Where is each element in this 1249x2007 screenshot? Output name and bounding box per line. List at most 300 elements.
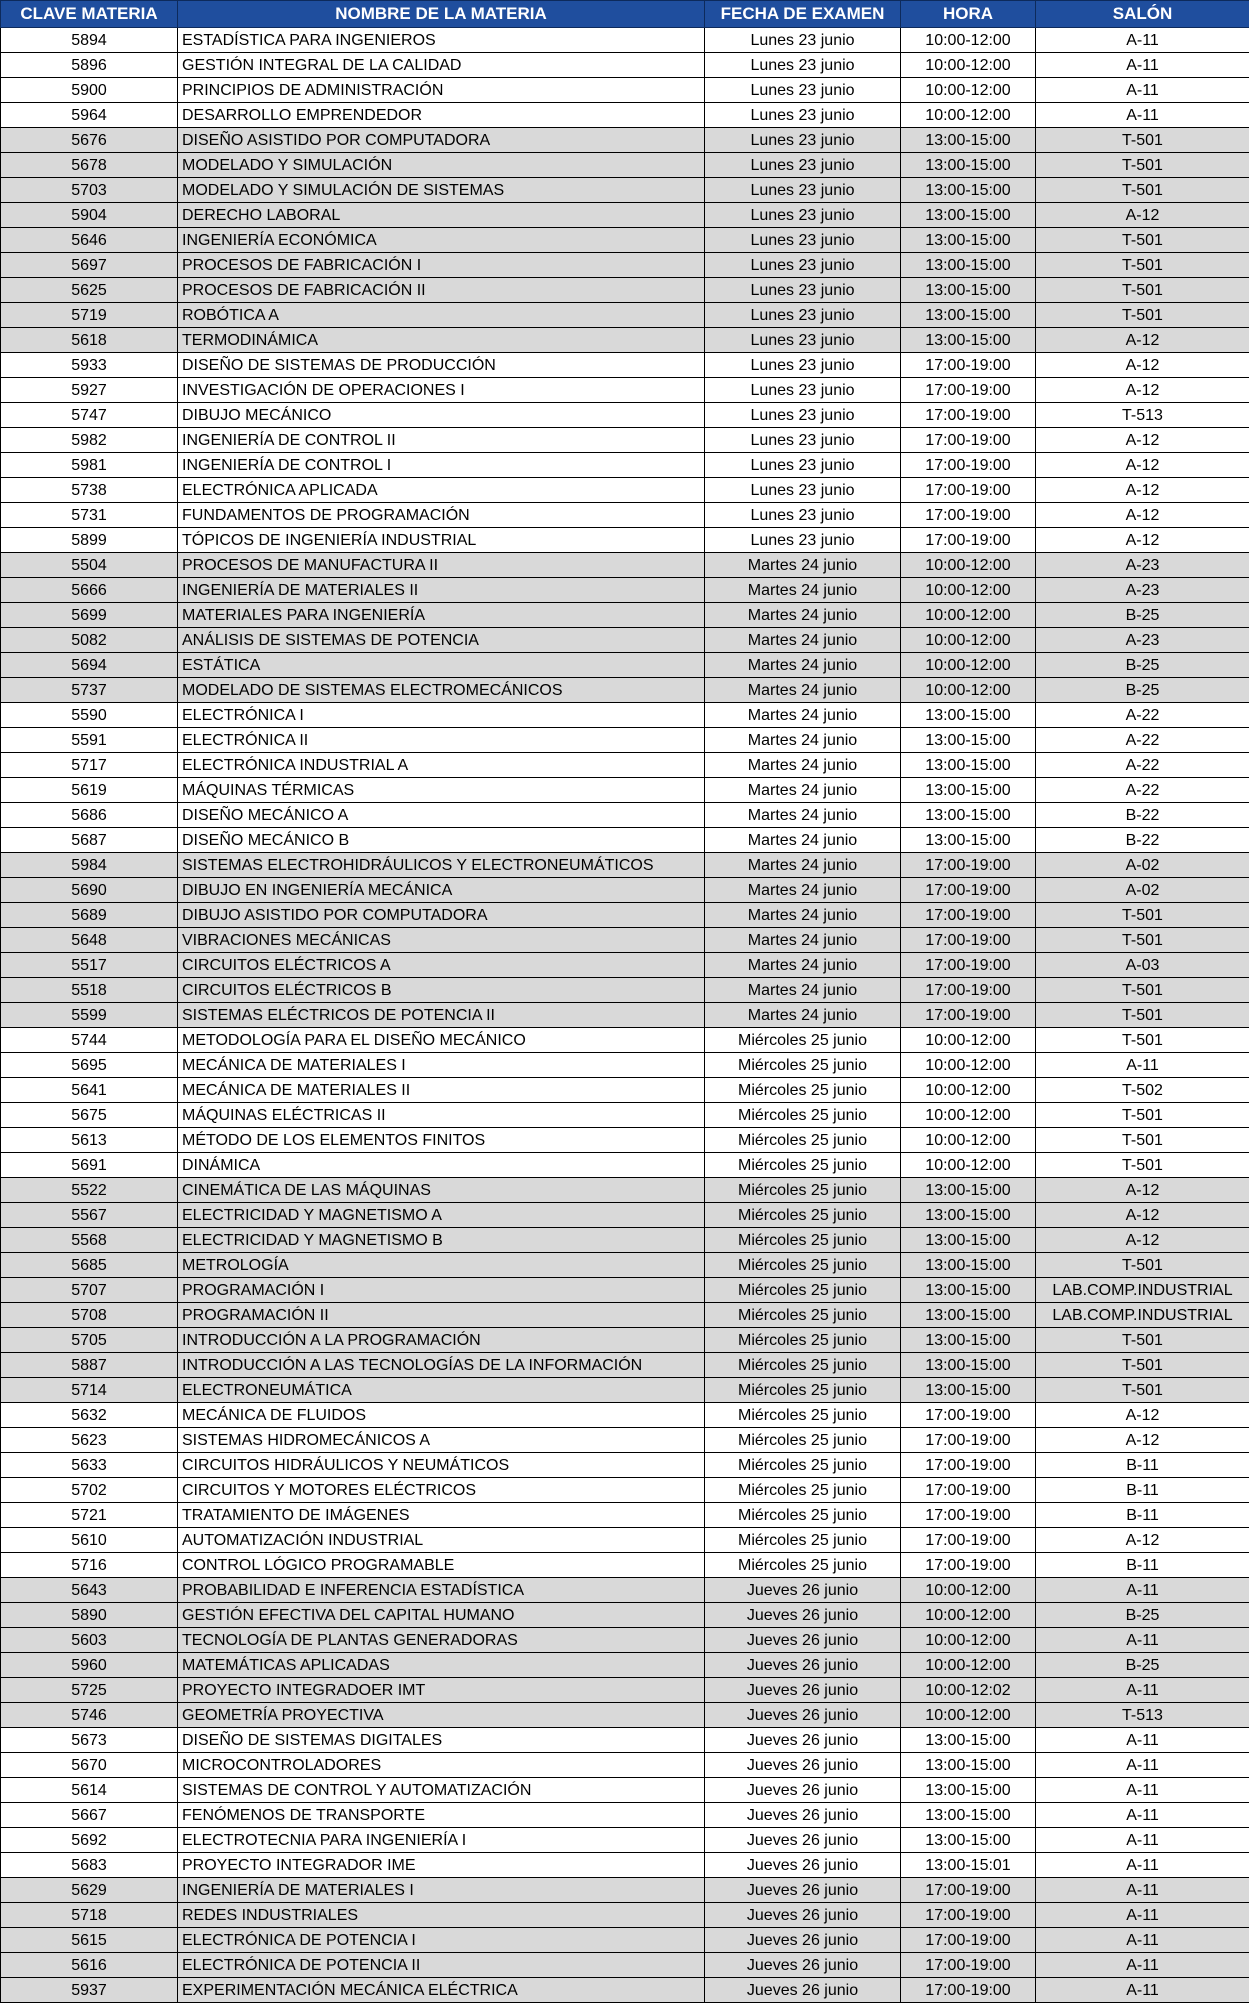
- cell-salon: A-11: [1036, 1828, 1249, 1853]
- cell-hora: 17:00-19:00: [901, 1003, 1036, 1028]
- cell-nombre: ELECTROTECNIA PARA INGENIERÍA I: [178, 1828, 705, 1853]
- cell-nombre: INTRODUCCIÓN A LA PROGRAMACIÓN: [178, 1328, 705, 1353]
- table-row: [1, 1353, 1249, 1378]
- cell-fecha: Miércoles 25 junio: [705, 1328, 901, 1353]
- cell-nombre: ELECTRÓNICA II: [178, 728, 705, 753]
- table-row: [1, 353, 1249, 378]
- table-row: [1, 1628, 1249, 1653]
- cell-salon: B-22: [1036, 803, 1249, 828]
- cell-salon: A-11: [1036, 1928, 1249, 1953]
- cell-fecha: Martes 24 junio: [705, 578, 901, 603]
- cell-fecha: Miércoles 25 junio: [705, 1128, 901, 1153]
- cell-nombre: MECÁNICA DE MATERIALES I: [178, 1053, 705, 1078]
- cell-nombre: GEOMETRÍA PROYECTIVA: [178, 1703, 705, 1728]
- table-row: [1, 503, 1249, 528]
- cell-clave: 5738: [1, 478, 178, 503]
- cell-clave: 5643: [1, 1578, 178, 1603]
- cell-clave: 5082: [1, 628, 178, 653]
- cell-clave: 5618: [1, 328, 178, 353]
- table-row: [1, 28, 1249, 53]
- table-row: [1, 853, 1249, 878]
- cell-nombre: MÉTODO DE LOS ELEMENTOS FINITOS: [178, 1128, 705, 1153]
- cell-nombre: CINEMÁTICA DE LAS MÁQUINAS: [178, 1178, 705, 1203]
- cell-hora: 17:00-19:00: [901, 903, 1036, 928]
- cell-nombre: INVESTIGACIÓN DE OPERACIONES I: [178, 378, 705, 403]
- cell-clave: 5613: [1, 1128, 178, 1153]
- cell-fecha: Lunes 23 junio: [705, 228, 901, 253]
- cell-fecha: Martes 24 junio: [705, 603, 901, 628]
- cell-hora: 13:00-15:00: [901, 1203, 1036, 1228]
- cell-fecha: Martes 24 junio: [705, 778, 901, 803]
- table-row: [1, 328, 1249, 353]
- cell-salon: B-11: [1036, 1478, 1249, 1503]
- cell-hora: 13:00-15:00: [901, 1778, 1036, 1803]
- cell-nombre: FENÓMENOS DE TRANSPORTE: [178, 1803, 705, 1828]
- table-row: [1, 1853, 1249, 1878]
- cell-salon: T-513: [1036, 1703, 1249, 1728]
- cell-fecha: Lunes 23 junio: [705, 178, 901, 203]
- cell-nombre: INGENIERÍA DE CONTROL I: [178, 453, 705, 478]
- cell-hora: 10:00-12:00: [901, 1578, 1036, 1603]
- cell-fecha: Martes 24 junio: [705, 928, 901, 953]
- cell-fecha: Martes 24 junio: [705, 653, 901, 678]
- header-row: [1, 1, 1249, 28]
- cell-salon: T-501: [1036, 1003, 1249, 1028]
- cell-salon: A-12: [1036, 1203, 1249, 1228]
- cell-nombre: TECNOLOGÍA DE PLANTAS GENERADORAS: [178, 1628, 705, 1653]
- cell-nombre: CIRCUITOS Y MOTORES ELÉCTRICOS: [178, 1478, 705, 1503]
- table-row: [1, 1603, 1249, 1628]
- cell-clave: 5504: [1, 553, 178, 578]
- cell-nombre: EXPERIMENTACIÓN MECÁNICA ELÉCTRICA: [178, 1978, 705, 2003]
- cell-nombre: ELECTRÓNICA APLICADA: [178, 478, 705, 503]
- cell-hora: 13:00-15:00: [901, 1828, 1036, 1853]
- cell-nombre: MÁQUINAS TÉRMICAS: [178, 778, 705, 803]
- cell-clave: 5707: [1, 1278, 178, 1303]
- cell-hora: 17:00-19:00: [901, 1553, 1036, 1578]
- table-row: [1, 78, 1249, 103]
- cell-hora: 13:00-15:00: [901, 278, 1036, 303]
- cell-hora: 10:00-12:00: [901, 1028, 1036, 1053]
- cell-fecha: Martes 24 junio: [705, 903, 901, 928]
- cell-nombre: ELECTRICIDAD Y MAGNETISMO A: [178, 1203, 705, 1228]
- cell-fecha: Lunes 23 junio: [705, 128, 901, 153]
- cell-clave: 5695: [1, 1053, 178, 1078]
- cell-fecha: Miércoles 25 junio: [705, 1353, 901, 1378]
- table-row: [1, 1403, 1249, 1428]
- cell-salon: A-12: [1036, 478, 1249, 503]
- cell-salon: A-11: [1036, 53, 1249, 78]
- cell-fecha: Miércoles 25 junio: [705, 1178, 901, 1203]
- cell-nombre: PROBABILIDAD E INFERENCIA ESTADÍSTICA: [178, 1578, 705, 1603]
- cell-hora: 10:00-12:00: [901, 1128, 1036, 1153]
- cell-salon: T-501: [1036, 303, 1249, 328]
- table-row: [1, 778, 1249, 803]
- cell-salon: T-501: [1036, 1028, 1249, 1053]
- cell-fecha: Lunes 23 junio: [705, 78, 901, 103]
- cell-clave: 5890: [1, 1603, 178, 1628]
- cell-fecha: Miércoles 25 junio: [705, 1028, 901, 1053]
- cell-nombre: ANÁLISIS DE SISTEMAS DE POTENCIA: [178, 628, 705, 653]
- cell-fecha: Lunes 23 junio: [705, 103, 901, 128]
- cell-salon: B-11: [1036, 1503, 1249, 1528]
- cell-clave: 5678: [1, 153, 178, 178]
- cell-fecha: Miércoles 25 junio: [705, 1278, 901, 1303]
- cell-salon: A-12: [1036, 353, 1249, 378]
- table-row: [1, 1878, 1249, 1903]
- table-row: [1, 1528, 1249, 1553]
- table-row: [1, 1478, 1249, 1503]
- table-row: [1, 1203, 1249, 1228]
- cell-fecha: Jueves 26 junio: [705, 1703, 901, 1728]
- cell-salon: A-12: [1036, 1403, 1249, 1428]
- cell-nombre: GESTIÓN INTEGRAL DE LA CALIDAD: [178, 53, 705, 78]
- cell-hora: 10:00-12:00: [901, 603, 1036, 628]
- cell-hora: 13:00-15:00: [901, 1228, 1036, 1253]
- cell-fecha: Martes 24 junio: [705, 978, 901, 1003]
- cell-clave: 5737: [1, 678, 178, 703]
- cell-nombre: TÓPICOS DE INGENIERÍA INDUSTRIAL: [178, 528, 705, 553]
- table-row: [1, 1078, 1249, 1103]
- cell-nombre: TRATAMIENTO DE IMÁGENES: [178, 1503, 705, 1528]
- cell-fecha: Lunes 23 junio: [705, 53, 901, 78]
- table-row: [1, 1778, 1249, 1803]
- cell-salon: A-11: [1036, 1778, 1249, 1803]
- cell-nombre: DIBUJO EN INGENIERÍA MECÁNICA: [178, 878, 705, 903]
- table-row: [1, 1253, 1249, 1278]
- cell-clave: 5610: [1, 1528, 178, 1553]
- cell-clave: 5699: [1, 603, 178, 628]
- cell-nombre: REDES INDUSTRIALES: [178, 1903, 705, 1928]
- cell-clave: 5692: [1, 1828, 178, 1853]
- cell-clave: 5641: [1, 1078, 178, 1103]
- cell-salon: T-502: [1036, 1078, 1249, 1103]
- cell-salon: T-501: [1036, 1103, 1249, 1128]
- cell-clave: 5646: [1, 228, 178, 253]
- table-row: [1, 578, 1249, 603]
- cell-clave: 5705: [1, 1328, 178, 1353]
- cell-hora: 10:00-12:02: [901, 1678, 1036, 1703]
- cell-nombre: ELECTRICIDAD Y MAGNETISMO B: [178, 1228, 705, 1253]
- cell-salon: A-03: [1036, 953, 1249, 978]
- cell-clave: 5691: [1, 1153, 178, 1178]
- cell-hora: 13:00-15:00: [901, 778, 1036, 803]
- cell-fecha: Miércoles 25 junio: [705, 1253, 901, 1278]
- cell-clave: 5615: [1, 1928, 178, 1953]
- cell-fecha: Lunes 23 junio: [705, 153, 901, 178]
- cell-hora: 10:00-12:00: [901, 653, 1036, 678]
- cell-hora: 13:00-15:00: [901, 1353, 1036, 1378]
- cell-fecha: Jueves 26 junio: [705, 1953, 901, 1978]
- cell-nombre: DISEÑO DE SISTEMAS DIGITALES: [178, 1728, 705, 1753]
- cell-hora: 17:00-19:00: [901, 403, 1036, 428]
- cell-fecha: Martes 24 junio: [705, 678, 901, 703]
- cell-fecha: Lunes 23 junio: [705, 203, 901, 228]
- cell-salon: LAB.COMP.INDUSTRIAL: [1036, 1278, 1249, 1303]
- cell-clave: 5716: [1, 1553, 178, 1578]
- table-row: [1, 828, 1249, 853]
- cell-salon: A-12: [1036, 503, 1249, 528]
- cell-salon: B-22: [1036, 828, 1249, 853]
- table-row: [1, 153, 1249, 178]
- cell-salon: B-25: [1036, 1603, 1249, 1628]
- cell-fecha: Lunes 23 junio: [705, 278, 901, 303]
- cell-salon: T-501: [1036, 253, 1249, 278]
- cell-nombre: INTRODUCCIÓN A LAS TECNOLOGÍAS DE LA INFORMACIÓN: [178, 1353, 705, 1378]
- cell-nombre: METODOLOGÍA PARA EL DISEÑO MECÁNICO: [178, 1028, 705, 1053]
- cell-fecha: Lunes 23 junio: [705, 478, 901, 503]
- table-row: [1, 1453, 1249, 1478]
- cell-nombre: DISEÑO ASISTIDO POR COMPUTADORA: [178, 128, 705, 153]
- cell-hora: 17:00-19:00: [901, 528, 1036, 553]
- cell-hora: 13:00-15:00: [901, 1803, 1036, 1828]
- table-row: [1, 1228, 1249, 1253]
- cell-nombre: PRINCIPIOS DE ADMINISTRACIÓN: [178, 78, 705, 103]
- cell-clave: 5731: [1, 503, 178, 528]
- cell-fecha: Miércoles 25 junio: [705, 1053, 901, 1078]
- cell-clave: 5623: [1, 1428, 178, 1453]
- table-row: [1, 1928, 1249, 1953]
- cell-hora: 17:00-19:00: [901, 1978, 1036, 2003]
- cell-salon: A-22: [1036, 728, 1249, 753]
- cell-salon: B-25: [1036, 1653, 1249, 1678]
- cell-fecha: Miércoles 25 junio: [705, 1303, 901, 1328]
- cell-nombre: PROCESOS DE MANUFACTURA II: [178, 553, 705, 578]
- cell-fecha: Jueves 26 junio: [705, 1603, 901, 1628]
- cell-clave: 5687: [1, 828, 178, 853]
- cell-salon: A-11: [1036, 1853, 1249, 1878]
- cell-clave: 5633: [1, 1453, 178, 1478]
- cell-clave: 5964: [1, 103, 178, 128]
- cell-fecha: Martes 24 junio: [705, 803, 901, 828]
- cell-fecha: Martes 24 junio: [705, 728, 901, 753]
- cell-fecha: Miércoles 25 junio: [705, 1428, 901, 1453]
- cell-hora: 13:00-15:01: [901, 1853, 1036, 1878]
- cell-hora: 10:00-12:00: [901, 1603, 1036, 1628]
- cell-salon: A-11: [1036, 1903, 1249, 1928]
- cell-salon: A-12: [1036, 1228, 1249, 1253]
- cell-hora: 13:00-15:00: [901, 1278, 1036, 1303]
- cell-clave: 5648: [1, 928, 178, 953]
- table-row: [1, 178, 1249, 203]
- cell-clave: 5708: [1, 1303, 178, 1328]
- cell-salon: B-11: [1036, 1453, 1249, 1478]
- cell-nombre: ELECTRÓNICA DE POTENCIA II: [178, 1953, 705, 1978]
- cell-fecha: Lunes 23 junio: [705, 503, 901, 528]
- cell-nombre: MODELADO Y SIMULACIÓN DE SISTEMAS: [178, 178, 705, 203]
- cell-salon: A-23: [1036, 553, 1249, 578]
- cell-hora: 17:00-19:00: [901, 478, 1036, 503]
- table-row: [1, 553, 1249, 578]
- cell-salon: A-23: [1036, 628, 1249, 653]
- table-row: [1, 253, 1249, 278]
- cell-hora: 10:00-12:00: [901, 578, 1036, 603]
- cell-nombre: CIRCUITOS ELÉCTRICOS A: [178, 953, 705, 978]
- cell-hora: 10:00-12:00: [901, 53, 1036, 78]
- cell-fecha: Martes 24 junio: [705, 628, 901, 653]
- cell-clave: 5702: [1, 1478, 178, 1503]
- cell-nombre: GESTIÓN EFECTIVA DEL CAPITAL HUMANO: [178, 1603, 705, 1628]
- cell-hora: 17:00-19:00: [901, 378, 1036, 403]
- cell-salon: T-501: [1036, 178, 1249, 203]
- cell-salon: T-501: [1036, 928, 1249, 953]
- table-row: [1, 928, 1249, 953]
- cell-nombre: MODELADO Y SIMULACIÓN: [178, 153, 705, 178]
- cell-clave: 5747: [1, 403, 178, 428]
- cell-nombre: MICROCONTROLADORES: [178, 1753, 705, 1778]
- cell-hora: 10:00-12:00: [901, 678, 1036, 703]
- cell-fecha: Miércoles 25 junio: [705, 1153, 901, 1178]
- cell-salon: A-11: [1036, 1878, 1249, 1903]
- cell-hora: 17:00-19:00: [901, 1428, 1036, 1453]
- cell-hora: 17:00-19:00: [901, 503, 1036, 528]
- cell-hora: 13:00-15:00: [901, 1253, 1036, 1278]
- table-row: [1, 303, 1249, 328]
- cell-clave: 5517: [1, 953, 178, 978]
- cell-clave: 5568: [1, 1228, 178, 1253]
- cell-hora: 13:00-15:00: [901, 703, 1036, 728]
- cell-hora: 17:00-19:00: [901, 928, 1036, 953]
- cell-fecha: Miércoles 25 junio: [705, 1103, 901, 1128]
- cell-hora: 17:00-19:00: [901, 353, 1036, 378]
- cell-hora: 17:00-19:00: [901, 1453, 1036, 1478]
- cell-salon: LAB.COMP.INDUSTRIAL: [1036, 1303, 1249, 1328]
- cell-nombre: DISEÑO MECÁNICO B: [178, 828, 705, 853]
- table-row: [1, 1503, 1249, 1528]
- cell-clave: 5686: [1, 803, 178, 828]
- cell-clave: 5591: [1, 728, 178, 753]
- cell-fecha: Jueves 26 junio: [705, 1653, 901, 1678]
- cell-nombre: SISTEMAS ELÉCTRICOS DE POTENCIA II: [178, 1003, 705, 1028]
- cell-salon: A-11: [1036, 1753, 1249, 1778]
- cell-fecha: Jueves 26 junio: [705, 1828, 901, 1853]
- table-row: [1, 1578, 1249, 1603]
- cell-clave: 5683: [1, 1853, 178, 1878]
- cell-hora: 17:00-19:00: [901, 1928, 1036, 1953]
- cell-fecha: Lunes 23 junio: [705, 378, 901, 403]
- cell-nombre: PROGRAMACIÓN II: [178, 1303, 705, 1328]
- cell-nombre: PROCESOS DE FABRICACIÓN II: [178, 278, 705, 303]
- table-row: [1, 1103, 1249, 1128]
- cell-hora: 10:00-12:00: [901, 1628, 1036, 1653]
- table-body: [1, 28, 1249, 2003]
- cell-clave: 5904: [1, 203, 178, 228]
- cell-fecha: Miércoles 25 junio: [705, 1453, 901, 1478]
- table-row: [1, 1128, 1249, 1153]
- cell-nombre: MECÁNICA DE FLUIDOS: [178, 1403, 705, 1428]
- cell-salon: A-11: [1036, 1678, 1249, 1703]
- cell-salon: A-12: [1036, 428, 1249, 453]
- cell-hora: 17:00-19:00: [901, 453, 1036, 478]
- cell-nombre: PROGRAMACIÓN I: [178, 1278, 705, 1303]
- header-salon: SALÓN: [1036, 1, 1249, 28]
- cell-hora: 10:00-12:00: [901, 628, 1036, 653]
- cell-salon: A-12: [1036, 1178, 1249, 1203]
- cell-clave: 5629: [1, 1878, 178, 1903]
- cell-salon: B-25: [1036, 678, 1249, 703]
- table-row: [1, 478, 1249, 503]
- cell-hora: 17:00-19:00: [901, 428, 1036, 453]
- table-row: [1, 103, 1249, 128]
- cell-hora: 13:00-15:00: [901, 1378, 1036, 1403]
- cell-nombre: INGENIERÍA ECONÓMICA: [178, 228, 705, 253]
- cell-salon: A-12: [1036, 528, 1249, 553]
- cell-nombre: ELECTRONEUMÁTICA: [178, 1378, 705, 1403]
- cell-salon: A-11: [1036, 28, 1249, 53]
- cell-hora: 17:00-19:00: [901, 1403, 1036, 1428]
- cell-hora: 13:00-15:00: [901, 728, 1036, 753]
- cell-salon: T-501: [1036, 978, 1249, 1003]
- cell-clave: 5694: [1, 653, 178, 678]
- cell-nombre: PROCESOS DE FABRICACIÓN I: [178, 253, 705, 278]
- cell-nombre: INGENIERÍA DE MATERIALES I: [178, 1878, 705, 1903]
- cell-nombre: SISTEMAS ELECTROHIDRÁULICOS Y ELECTRONEUMÁTICOS: [178, 853, 705, 878]
- cell-salon: T-501: [1036, 1353, 1249, 1378]
- table-row: [1, 1903, 1249, 1928]
- cell-nombre: DISEÑO MECÁNICO A: [178, 803, 705, 828]
- table-row: [1, 1328, 1249, 1353]
- cell-fecha: Lunes 23 junio: [705, 328, 901, 353]
- table-row: [1, 978, 1249, 1003]
- cell-fecha: Miércoles 25 junio: [705, 1378, 901, 1403]
- cell-fecha: Jueves 26 junio: [705, 1878, 901, 1903]
- header-nombre-materia: NOMBRE DE LA MATERIA: [178, 1, 705, 28]
- table-row: [1, 628, 1249, 653]
- cell-clave: 5719: [1, 303, 178, 328]
- cell-clave: 5714: [1, 1378, 178, 1403]
- table-row: [1, 1003, 1249, 1028]
- cell-nombre: DESARROLLO EMPRENDEDOR: [178, 103, 705, 128]
- cell-nombre: DIBUJO ASISTIDO POR COMPUTADORA: [178, 903, 705, 928]
- table-row: [1, 703, 1249, 728]
- cell-fecha: Jueves 26 junio: [705, 1853, 901, 1878]
- header-clave-materia: CLAVE MATERIA: [1, 1, 178, 28]
- cell-clave: 5899: [1, 528, 178, 553]
- cell-hora: 17:00-19:00: [901, 878, 1036, 903]
- cell-hora: 13:00-15:00: [901, 303, 1036, 328]
- cell-hora: 10:00-12:00: [901, 1103, 1036, 1128]
- cell-fecha: Lunes 23 junio: [705, 28, 901, 53]
- cell-clave: 5887: [1, 1353, 178, 1378]
- cell-hora: 17:00-19:00: [901, 1478, 1036, 1503]
- cell-clave: 5666: [1, 578, 178, 603]
- cell-fecha: Miércoles 25 junio: [705, 1403, 901, 1428]
- cell-hora: 13:00-15:00: [901, 203, 1036, 228]
- cell-clave: 5982: [1, 428, 178, 453]
- cell-salon: B-25: [1036, 653, 1249, 678]
- table-row: [1, 603, 1249, 628]
- cell-nombre: MECÁNICA DE MATERIALES II: [178, 1078, 705, 1103]
- cell-fecha: Martes 24 junio: [705, 853, 901, 878]
- cell-hora: 17:00-19:00: [901, 1903, 1036, 1928]
- cell-nombre: VIBRACIONES MECÁNICAS: [178, 928, 705, 953]
- cell-fecha: Jueves 26 junio: [705, 1803, 901, 1828]
- table-row: [1, 1303, 1249, 1328]
- cell-salon: B-25: [1036, 603, 1249, 628]
- cell-nombre: INGENIERÍA DE MATERIALES II: [178, 578, 705, 603]
- table-row: [1, 1378, 1249, 1403]
- cell-salon: T-501: [1036, 278, 1249, 303]
- cell-nombre: MÁQUINAS ELÉCTRICAS II: [178, 1103, 705, 1128]
- table-row: [1, 378, 1249, 403]
- cell-fecha: Lunes 23 junio: [705, 428, 901, 453]
- cell-clave: 5744: [1, 1028, 178, 1053]
- cell-fecha: Jueves 26 junio: [705, 1753, 901, 1778]
- cell-salon: A-22: [1036, 753, 1249, 778]
- cell-nombre: DISEÑO DE SISTEMAS DE PRODUCCIÓN: [178, 353, 705, 378]
- table-row: [1, 1678, 1249, 1703]
- cell-hora: 17:00-19:00: [901, 1878, 1036, 1903]
